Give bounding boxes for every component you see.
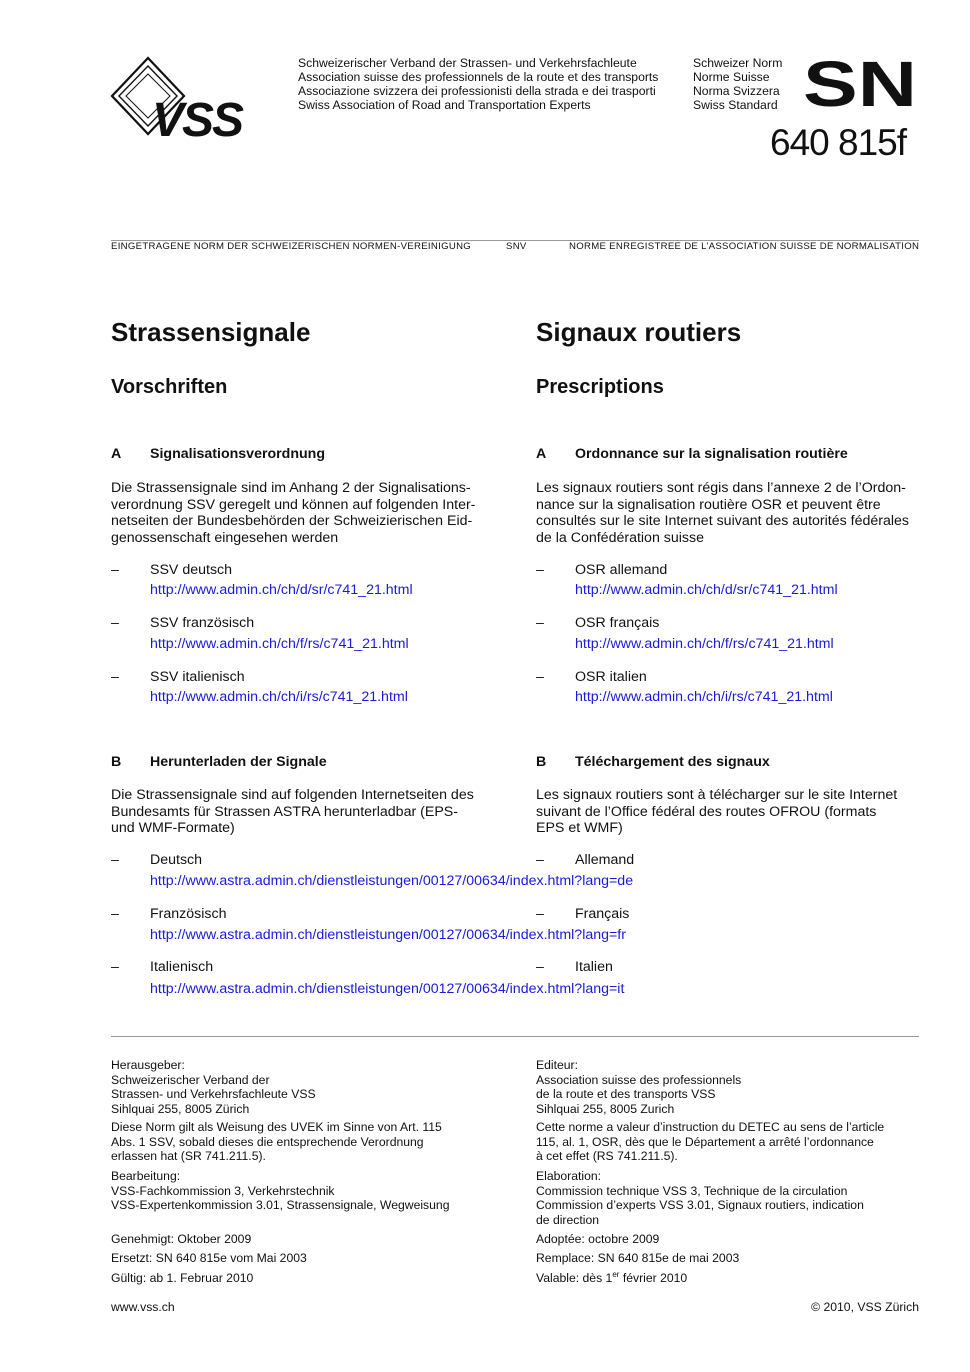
footer-line: Abs. 1 SSV, sobald dieses die entsprechende Verordnung bbox=[111, 1134, 424, 1149]
footer-line: VSS-Expertenkommission 3.01, Strassensignale, Wegweisung bbox=[111, 1198, 450, 1212]
footer-line: Association suisse des professionnels bbox=[536, 1072, 742, 1087]
paragraph-line: Die Strassensignale sind auf folgenden Internetseiten des bbox=[111, 787, 474, 803]
standard-designation bbox=[693, 56, 782, 112]
list-dash: – bbox=[111, 615, 119, 631]
astra-fr-link[interactable]: http://www.astra.admin.ch/dienstleistungen/00127/00634/index.html?lang=fr bbox=[150, 927, 626, 943]
subtitle-fr: Prescriptions bbox=[536, 376, 664, 398]
registration-de: EINGETRAGENE NORM DER SCHWEIZERISCHEN NORMEN-VEREINIGUNG bbox=[111, 241, 472, 252]
section-letter: A bbox=[536, 446, 547, 462]
footer-approved-de: Genehmigt: Oktober 2009 bbox=[111, 1232, 252, 1246]
list-dash: – bbox=[536, 615, 544, 631]
list-item bbox=[536, 959, 919, 977]
footer-line: Herausgeber: bbox=[111, 1058, 185, 1072]
list-label: SSV deutsch bbox=[150, 562, 233, 578]
sn-mark bbox=[803, 58, 919, 115]
footer-divider bbox=[111, 1036, 919, 1037]
organisation-names bbox=[298, 56, 658, 112]
section-letter: A bbox=[111, 446, 122, 462]
standard-line: Norme Suisse bbox=[693, 70, 770, 84]
paragraph-line: netseiten der Bundesbehörden der Schweizierischen Eid- bbox=[111, 513, 473, 529]
footer-valid-de: Gültig: ab 1. Februar 2010 bbox=[111, 1271, 254, 1285]
paragraph-line: suivant de l’Office fédéral des routes OFROU (formats bbox=[536, 803, 877, 820]
footer-line: de la route et des transports VSS bbox=[536, 1087, 716, 1101]
vss-logo bbox=[110, 56, 290, 145]
paragraph-line: nance sur la signalisation routière OSR et peuvent être bbox=[536, 496, 881, 513]
footer-publisher-fr bbox=[536, 1058, 919, 1116]
list-item bbox=[111, 959, 494, 977]
section-a-heading-fr bbox=[536, 446, 919, 464]
valid-superscript: er bbox=[612, 1270, 620, 1279]
footer-line: 115, al. 1, OSR, dès que le Département a arrêté l’ordonnance bbox=[536, 1134, 874, 1149]
list-label: Italien bbox=[575, 959, 613, 975]
paragraph-a-fr bbox=[536, 480, 919, 546]
footer-editing-fr bbox=[536, 1169, 919, 1227]
footer-publisher-de bbox=[111, 1058, 494, 1116]
section-b-heading-de bbox=[111, 754, 494, 772]
footer-directive-fr bbox=[536, 1120, 919, 1164]
list-item bbox=[536, 852, 919, 870]
valid-text: Valable: dès 1 bbox=[536, 1271, 613, 1285]
list-label: OSR français bbox=[575, 615, 660, 631]
osr-it-link[interactable]: http://www.admin.ch/ch/i/rs/c741_21.html bbox=[575, 689, 833, 705]
paragraph-line: EPS et WMF) bbox=[536, 820, 623, 836]
list-item bbox=[536, 562, 919, 580]
paragraph-line: consultés sur le site Internet suivant des autorités fédérales bbox=[536, 513, 910, 529]
list-dash: – bbox=[536, 562, 544, 578]
list-dash: – bbox=[536, 669, 544, 685]
footer-line: Commission technique VSS 3, Technique de la circulation bbox=[536, 1183, 848, 1198]
list-label: OSR allemand bbox=[575, 562, 668, 578]
list-dash: – bbox=[111, 906, 119, 922]
valid-text: février 2010 bbox=[619, 1271, 688, 1285]
list-label: Französisch bbox=[150, 906, 227, 922]
section-letter: B bbox=[536, 754, 547, 770]
list-item bbox=[111, 669, 494, 687]
list-label: Italienisch bbox=[150, 959, 214, 975]
paragraph-line: Les signaux routiers sont régis dans l’annexe 2 de l’Ordon- bbox=[536, 480, 906, 496]
list-item bbox=[536, 906, 919, 924]
astra-de-link[interactable]: http://www.astra.admin.ch/dienstleistungen/00127/00634/index.html?lang=de bbox=[150, 873, 634, 889]
footer-line: Sihlquai 255, 8005 Zürich bbox=[111, 1101, 250, 1116]
section-title: Téléchargement des signaux bbox=[575, 754, 770, 770]
list-item bbox=[111, 852, 494, 870]
footer-line: Cette norme a valeur d’instruction du DETEC au sens de l’article bbox=[536, 1120, 885, 1134]
list-item bbox=[111, 906, 494, 924]
section-b-heading-fr bbox=[536, 754, 919, 772]
section-title: Ordonnance sur la signalisation routière bbox=[575, 446, 848, 462]
list-label: Deutsch bbox=[150, 852, 203, 868]
paragraph-b-de bbox=[111, 787, 494, 837]
standard-line: Swiss Standard bbox=[693, 98, 778, 112]
list-label: OSR italien bbox=[575, 669, 647, 685]
logo-text: VSS bbox=[152, 94, 243, 140]
paragraph-line: und WMF-Formate) bbox=[111, 820, 235, 836]
list-dash: – bbox=[111, 959, 119, 975]
list-item bbox=[111, 562, 494, 580]
paragraph-line: genossenschaft eingesehen werden bbox=[111, 529, 339, 546]
norm-number: 640 815f bbox=[770, 122, 907, 163]
footer-line: de direction bbox=[536, 1212, 600, 1227]
footer-line: à cet effet (RS 741.211.5). bbox=[536, 1149, 678, 1163]
footer-line: Strassen- und Verkehrsfachleute VSS bbox=[111, 1087, 316, 1101]
footer-approved-fr: Adoptée: octobre 2009 bbox=[536, 1232, 660, 1246]
section-letter: B bbox=[111, 754, 122, 770]
footer-line: Schweizerischer Verband der bbox=[111, 1072, 270, 1087]
standard-line: Schweizer Norm bbox=[693, 56, 783, 70]
ssv-de-link[interactable]: http://www.admin.ch/ch/d/sr/c741_21.html bbox=[150, 582, 413, 598]
title-fr: Signaux routiers bbox=[536, 317, 742, 347]
list-label: SSV italienisch bbox=[150, 669, 245, 685]
org-line: Schweizerischer Verband der Strassen- und Verkehrsfachleute bbox=[298, 56, 637, 70]
title-de: Strassensignale bbox=[111, 317, 311, 347]
list-dash: – bbox=[536, 906, 544, 922]
section-title: Herunterladen der Signale bbox=[150, 754, 327, 770]
list-dash: – bbox=[111, 669, 119, 685]
list-dash: – bbox=[536, 852, 544, 868]
list-dash: – bbox=[536, 959, 544, 975]
footer-line: Commission d’experts VSS 3.01, Signaux routiers, indication bbox=[536, 1198, 864, 1212]
org-line: Associazione svizzera dei professionisti della strada e dei trasporti bbox=[298, 84, 656, 98]
list-item bbox=[536, 669, 919, 687]
paragraph-b-fr bbox=[536, 787, 919, 837]
osr-de-link[interactable]: http://www.admin.ch/ch/d/sr/c741_21.html bbox=[575, 582, 838, 598]
footer-line: erlassen hat (SR 741.211.5). bbox=[111, 1149, 266, 1163]
footer-replaces-fr: Remplace: SN 640 815e de mai 2003 bbox=[536, 1251, 740, 1265]
footer-editing-de bbox=[111, 1169, 494, 1213]
list-label: SSV französisch bbox=[150, 615, 255, 631]
registration-fr: NORME ENREGISTREE DE L’ASSOCIATION SUISSE DE NORMALISATION bbox=[569, 241, 920, 252]
footer-line: Editeur: bbox=[536, 1058, 579, 1072]
standard-line: Norma Svizzera bbox=[693, 84, 780, 98]
footer-valid-fr bbox=[536, 1271, 919, 1286]
section-title: Signalisationsverordnung bbox=[150, 446, 326, 462]
copyright: © 2010, VSS Zürich bbox=[811, 1300, 919, 1314]
registration-snv: SNV bbox=[506, 241, 527, 252]
ssv-it-link[interactable]: http://www.admin.ch/ch/i/rs/c741_21.html bbox=[150, 689, 408, 705]
list-item bbox=[536, 615, 919, 633]
list-dash: – bbox=[111, 852, 119, 868]
list-label: Français bbox=[575, 906, 630, 922]
footer-line: Bearbeitung: bbox=[111, 1169, 181, 1183]
footer-directive-de bbox=[111, 1120, 494, 1164]
list-label: Allemand bbox=[575, 852, 635, 868]
footer-line: Sihlquai 255, 8005 Zurich bbox=[536, 1101, 675, 1116]
website-link[interactable]: www.vss.ch bbox=[111, 1300, 175, 1314]
footer-line: Diese Norm gilt als Weisung des UVEK im Sinne von Art. 115 bbox=[111, 1120, 442, 1134]
list-item bbox=[111, 615, 494, 633]
footer-line: Elaboration: bbox=[536, 1169, 602, 1183]
section-a-heading-de bbox=[111, 446, 494, 464]
astra-it-link[interactable]: http://www.astra.admin.ch/dienstleistungen/00127/00634/index.html?lang=it bbox=[150, 981, 625, 997]
org-line: Swiss Association of Road and Transportation Experts bbox=[298, 98, 591, 112]
footer-replaces-de: Ersetzt: SN 640 815e vom Mai 2003 bbox=[111, 1251, 307, 1265]
footer-line: VSS-Fachkommission 3, Verkehrstechnik bbox=[111, 1183, 335, 1198]
paragraph-line: Die Strassensignale sind im Anhang 2 der Signalisations- bbox=[111, 480, 471, 496]
paragraph-line: verordnung SSV geregelt und können auf folgenden Inter- bbox=[111, 496, 476, 513]
paragraph-line: de la Confédération suisse bbox=[536, 529, 704, 546]
paragraph-line: Les signaux routiers sont à télécharger sur le site Internet bbox=[536, 787, 898, 803]
paragraph-a-de bbox=[111, 480, 494, 546]
paragraph-line: Bundesamts für Strassen ASTRA herunterladbar (EPS- bbox=[111, 803, 458, 820]
subtitle-de: Vorschriften bbox=[111, 376, 228, 398]
ssv-fr-link[interactable]: http://www.admin.ch/ch/f/rs/c741_21.html bbox=[150, 636, 409, 652]
org-line: Association suisse des professionnels de la route et des transports bbox=[298, 70, 659, 84]
list-dash: – bbox=[111, 562, 119, 578]
svg-text:SN: SN bbox=[803, 58, 917, 110]
osr-fr-link[interactable]: http://www.admin.ch/ch/f/rs/c741_21.html bbox=[575, 636, 834, 652]
